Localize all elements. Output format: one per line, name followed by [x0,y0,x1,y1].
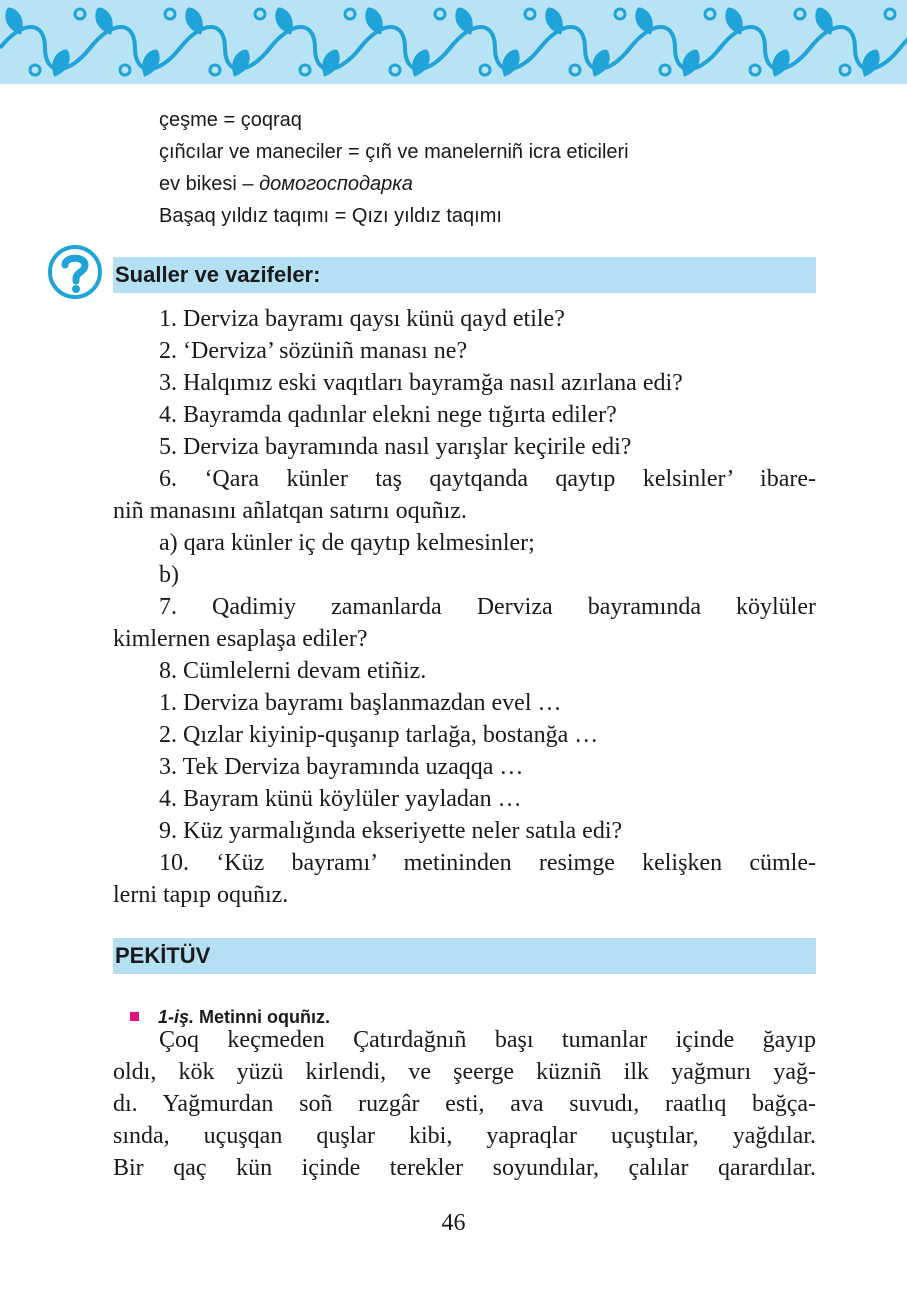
glossary-translation: домогосподарка [259,173,413,195]
question-line: 3. Halqımız eski vaqıtları bayramğa nasıl azırlana edi? [159,370,683,396]
glossary-line: ev bikesi – домогосподарка [159,173,413,195]
question-mark-icon [47,244,103,300]
question-line: 8. Cümlelerni devam etiñiz. [159,658,427,684]
question-line: niñ manasını añlatqan satırnı oquñız. [113,498,467,524]
question-line: 1. Derviza bayramı başlanmazdan evel … [159,690,562,716]
task-number: 1-iş. [158,1007,195,1027]
prose-line: dı. Yağmurdan soñ ruzgâr esti, ava suvudı, raatlıq bağça- [113,1091,816,1117]
task-text: Metinni oquñız. [199,1007,331,1027]
glossary [159,104,629,232]
question-line: 2. Qızlar kiyinip-quşanıp tarlağa, bostanğa … [159,722,599,748]
glossary-line: Başaq yıldız taqımı = Qızı yıldız taqımı [159,205,502,227]
prose-line: Bir qaç kün içinde terekler soyundılar, çalılar qarardılar. [113,1155,816,1181]
question-line: a) qara künler iç de qaytıp kelmesinler; [159,530,535,556]
prose-line: oldı, kök yüzü kirlendi, ve şeerge küzniñ ilk yağmurı yağ- [113,1059,816,1085]
glossary-line: çıñcılar ve maneciler = çıñ ve manelerniñ icra eticileri [159,141,629,163]
question-line: b) [159,562,179,588]
floral-ornament-banner [0,0,907,84]
question-line: 1. Derviza bayramı qaysı künü qayd etile? [159,306,565,332]
page-number: 46 [441,1210,466,1236]
question-line: lerni tapıp oquñız. [113,882,289,908]
prose-line: sında, uçuşqan quşlar kibi, yapraqlar uçuştılar, yağdılar. [113,1123,816,1149]
section-heading: PEKİTÜV [113,938,816,974]
question-line: 5. Derviza bayramında nasıl yarışlar keçirile edi? [159,434,632,460]
prose-line: Çoq keçmeden Çatırdağnıñ başı tumanlar içinde ğayıp [159,1027,816,1053]
question-line: 4. Bayram künü köylüler yayladan … [159,786,522,812]
question-line: 6. ‘Qara künler taş qaytqanda qaytıp kelsinler’ ibare- [159,466,816,492]
reading-text [113,1024,816,1184]
questions-list [113,303,816,911]
bullet-square-icon [130,1012,139,1021]
question-line: 9. Küz yarmalığında ekseriyette neler satıla edi? [159,818,623,844]
questions-heading: Sualler ve vazifeler: [113,257,816,293]
question-line: 10. ‘Küz bayramı’ metininden resimge kelişken cümle- [159,850,816,876]
glossary-line: çeşme = çoqraq [159,109,302,131]
floral-ornament-icon [0,0,907,84]
question-line: 3. Tek Derviza bayramında uzaqqa … [159,754,524,780]
question-line: 7. Qadimiy zamanlarda Derviza bayramında köylüler [159,594,816,620]
question-line: 2. ‘Derviza’ sözüniñ manası ne? [159,338,468,364]
question-line: 4. Bayramda qadınlar elekni nege tığırta ediler? [159,402,617,428]
question-line: kimlernen esaplaşa ediler? [113,626,368,652]
